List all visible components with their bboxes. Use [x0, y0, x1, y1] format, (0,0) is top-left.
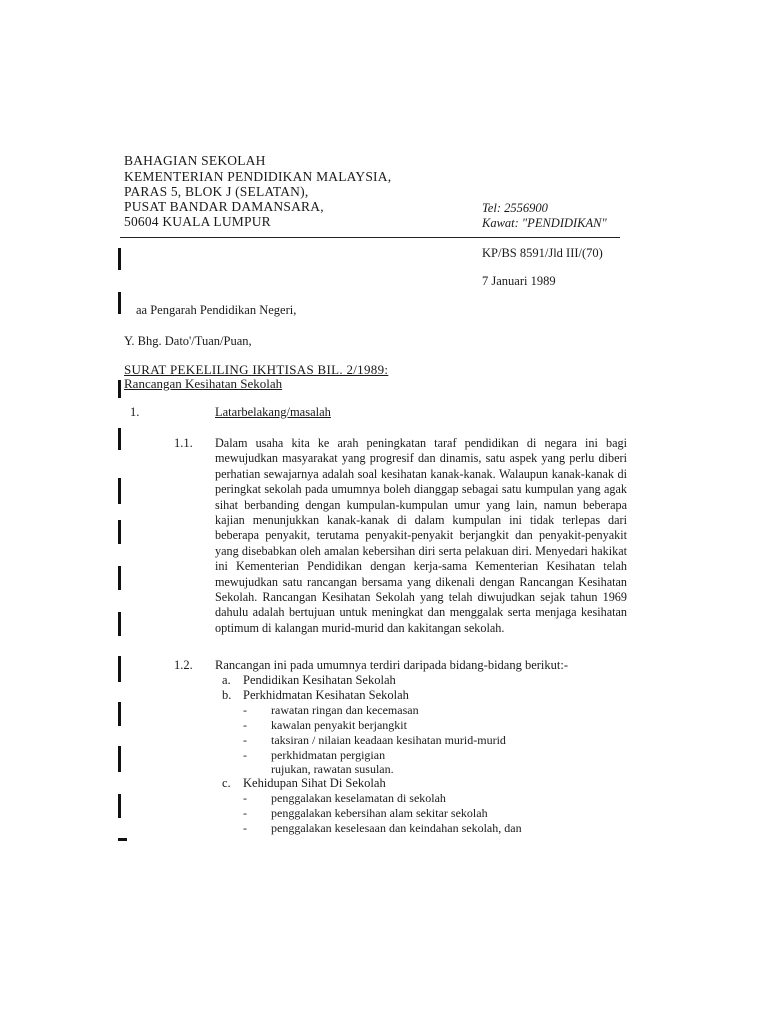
paragraph-body: Dalam usaha kita ke arah peningkatan taraf pendidikan di negara ini bagi mewujudkan masyarakat yang progresif dan dinamis, satu aspek yang perlu diberi perhatian sewajarnya adalah soal kesihatan kanak-kanak. Walaupun kanak-kanak di peringkat sekolah pada umumnya boleh dianggap sebagai satu kumpulan yang agak sihat berbanding dengan kumpulan-kumpulan umur yang lain, namun beberapa kajian menunjukkan kanak-kanak di dalam kumpulan ini tidak terlepas dari beberapa penyakit, terutama penyakit-penyakit berjangkit dan penyakit-penyakit yang disebabkan oleh amalan kebersihan diri serta pelakuan diri. Menyedari hakikat ini Kementerian Pendidikan dengan kerja-sama Kementerian Kesihatan telah mewujudkan satu rancangan bersama yang dikenali dengan Rancangan Kesihatan Sekolah. Rancangan Kesihatan Sekolah yang telah diwujudkan sejak tahun 1969 dahulu adalah bertujuan untuk meningkat dan menggalak serta menjaga kesihatan optimum di kalangan murid-murid dan kakitangan sekolah. [215, 436, 627, 635]
margin-mark [118, 566, 121, 590]
letterhead-line: PUSAT BANDAR DAMANSARA, [124, 199, 324, 214]
sub-item-text: kawalan penyakit berjangkit [271, 718, 407, 732]
sub-item [243, 821, 522, 836]
letterhead-line: PARAS 5, BLOK J (SELATAN), [124, 184, 309, 199]
dash: - [243, 718, 247, 732]
sub-item [243, 718, 407, 733]
margin-mark [118, 428, 121, 450]
telephone: Tel: 2556900 [482, 201, 548, 215]
letterhead-line: 50604 KUALA LUMPUR [124, 214, 271, 229]
section-number: 1. [130, 405, 140, 419]
dash: - [243, 821, 247, 835]
subject-line: SURAT PEKELILING IKHTISAS BIL. 2/1989: [124, 362, 389, 377]
sub-item [243, 703, 419, 718]
margin-mark [118, 292, 121, 314]
salutation: Y. Bhg. Dato'/Tuan/Puan, [124, 334, 252, 348]
letterhead-line: KEMENTERIAN PENDIDIKAN MALAYSIA, [124, 169, 392, 184]
list-item: Kehidupan Sihat Di Sekolah [243, 776, 386, 790]
sub-item [243, 733, 506, 748]
margin-mark [118, 520, 121, 544]
sub-item-text: rujukan, rawatan susulan. [271, 762, 394, 776]
margin-mark [118, 612, 121, 636]
margin-mark [118, 746, 121, 772]
letter-date: 7 Januari 1989 [482, 274, 556, 288]
dash: - [243, 806, 247, 820]
sub-item-text: perkhidmatan pergigian [271, 748, 386, 762]
sub-item-text: penggalakan keselamatan di sekolah [271, 791, 446, 805]
sub-item-text: taksiran / nilaian keadaan kesihatan murid-murid [271, 733, 506, 747]
list-label: c. [222, 776, 231, 790]
margin-mark [118, 478, 121, 504]
list-item: Perkhidmatan Kesihatan Sekolah [243, 688, 409, 702]
paragraph-number: 1.1. [174, 436, 193, 450]
letterhead-line: BAHAGIAN SEKOLAH [124, 153, 266, 168]
recipient: aa Pengarah Pendidikan Negeri, [136, 303, 297, 317]
paragraph-number: 1.2. [174, 658, 193, 672]
margin-mark [118, 248, 121, 270]
margin-mark [118, 794, 121, 818]
dash: - [243, 733, 247, 747]
dash: - [243, 748, 247, 762]
margin-mark [118, 656, 121, 682]
reference-number: KP/BS 8591/Jld III/(70) [482, 246, 603, 260]
sub-item [243, 806, 488, 821]
section-title: Latarbelakang/masalah [215, 405, 331, 419]
letterhead-rule [120, 237, 620, 238]
telegram-address: Kawat: "PENDIDIKAN" [482, 216, 607, 230]
margin-mark [118, 702, 121, 726]
sub-item-text: rawatan ringan dan kecemasan [271, 703, 419, 717]
list-label: a. [222, 673, 231, 687]
subject-title: Rancangan Kesihatan Sekolah [124, 376, 283, 391]
margin-mark [118, 838, 127, 841]
sub-item-text: penggalakan kebersihan alam sekitar sekolah [271, 806, 488, 820]
margin-mark [118, 380, 121, 398]
dash: - [243, 791, 247, 805]
sub-item [243, 791, 446, 806]
list-label: b. [222, 688, 232, 702]
dash: - [243, 703, 247, 717]
sub-item-text: penggalakan keselesaan dan keindahan sekolah, dan [271, 821, 522, 835]
list-item: Pendidikan Kesihatan Sekolah [243, 673, 396, 687]
paragraph-intro: Rancangan ini pada umumnya terdiri daripada bidang-bidang berikut:- [215, 658, 569, 672]
